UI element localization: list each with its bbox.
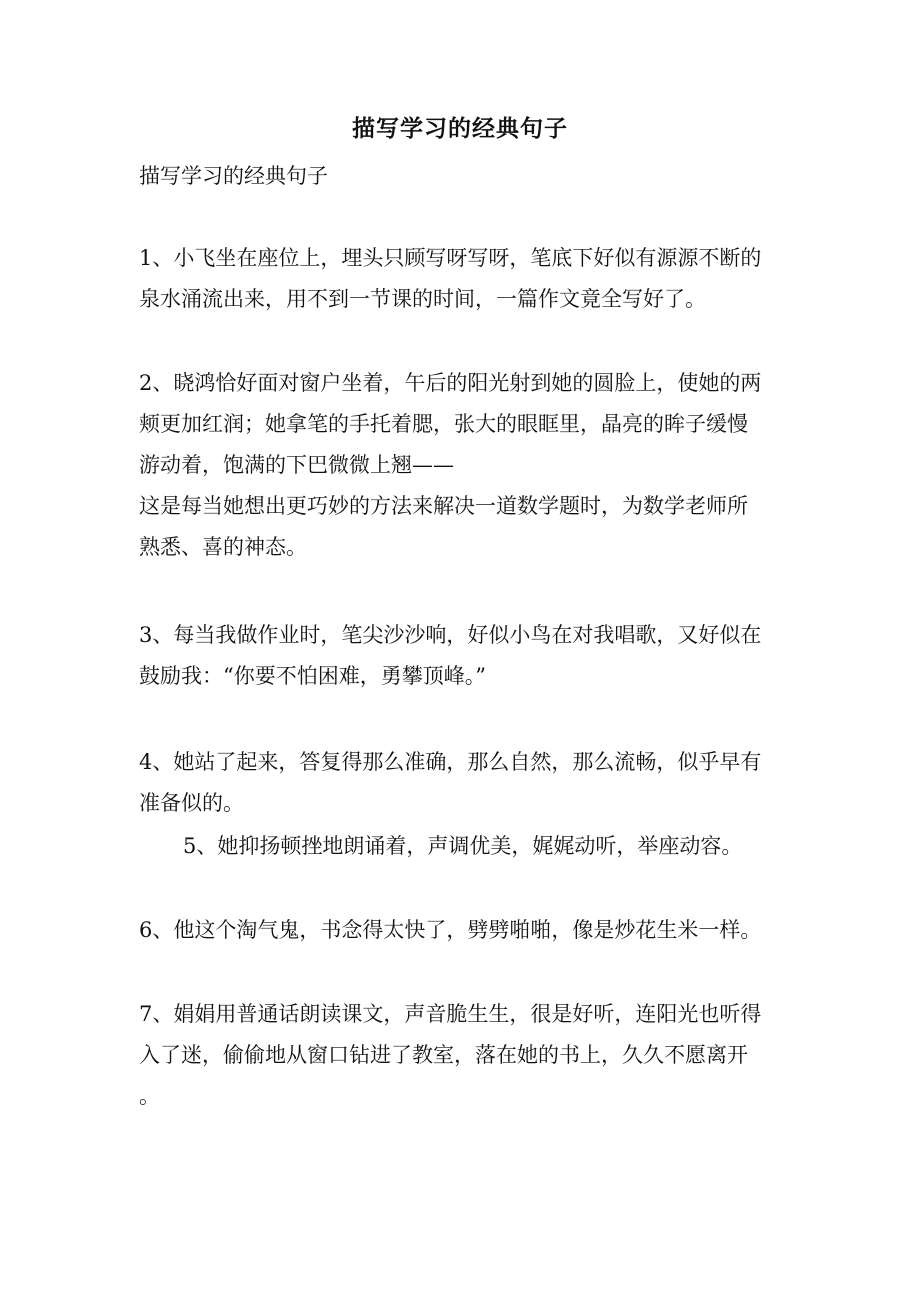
paragraph-line: 6、他这个淘气鬼，书念得太快了，劈劈啪啪，像是炒花生米一样。 (139, 918, 762, 942)
paragraph-line: 这是每当她想出更巧妙的方法来解决一道数学题时，为数学老师所 (139, 494, 748, 518)
paragraph-1 (139, 238, 784, 320)
paragraph-line: 游动着，饱满的下巴微微上翘—— (139, 453, 454, 477)
paragraph-7 (139, 994, 784, 1117)
paragraph-line: 泉水涌流出来，用不到一节课的时间，一篇作文竟全写好了。 (139, 287, 706, 311)
paragraph-line: 4、她站了起来，答复得那么准确，那么自然，那么流畅，似乎早有 (139, 750, 762, 774)
paragraph-2 (139, 363, 784, 568)
paragraph-4 (139, 742, 784, 824)
paragraph-line: 准备似的。 (139, 791, 244, 815)
paragraph-line: 鼓励我：“你要不怕困难，勇攀顶峰。” (139, 664, 486, 688)
document-title: 描写学习的经典句子 (352, 115, 568, 142)
paragraph-5 (139, 826, 784, 867)
paragraph-line: 熟悉、喜的神态。 (139, 535, 307, 559)
paragraph-line: 7、娟娟用普通话朗读课文，声音脆生生，很是好听，连阳光也听得 (139, 1002, 762, 1026)
paragraph-3 (139, 615, 784, 697)
paragraph-line: 颊更加红润；她拿笔的手托着腮，张大的眼眶里，晶亮的眸子缓慢 (139, 412, 748, 436)
document-subtitle: 描写学习的经典句子 (139, 164, 328, 188)
paragraph-line: 3、每当我做作业时，笔尖沙沙响，好似小鸟在对我唱歌，又好似在 (139, 623, 762, 647)
paragraph-line: 2、晓鸿恰好面对窗户坐着，午后的阳光射到她的圆脸上，使她的两 (139, 371, 762, 395)
paragraph-line: 1、小飞坐在座位上，埋头只顾写呀写呀，笔底下好似有源源不断的 (139, 246, 762, 270)
paragraph-line: 。 (139, 1084, 160, 1108)
paragraph-6 (139, 910, 784, 951)
paragraph-line: 入了迷，偷偷地从窗口钻进了教室，落在她的书上，久久不愿离开 (139, 1043, 748, 1067)
paragraph-line: 5、她抑扬顿挫地朗诵着，声调优美，娓娓动听，举座动容。 (183, 834, 743, 858)
